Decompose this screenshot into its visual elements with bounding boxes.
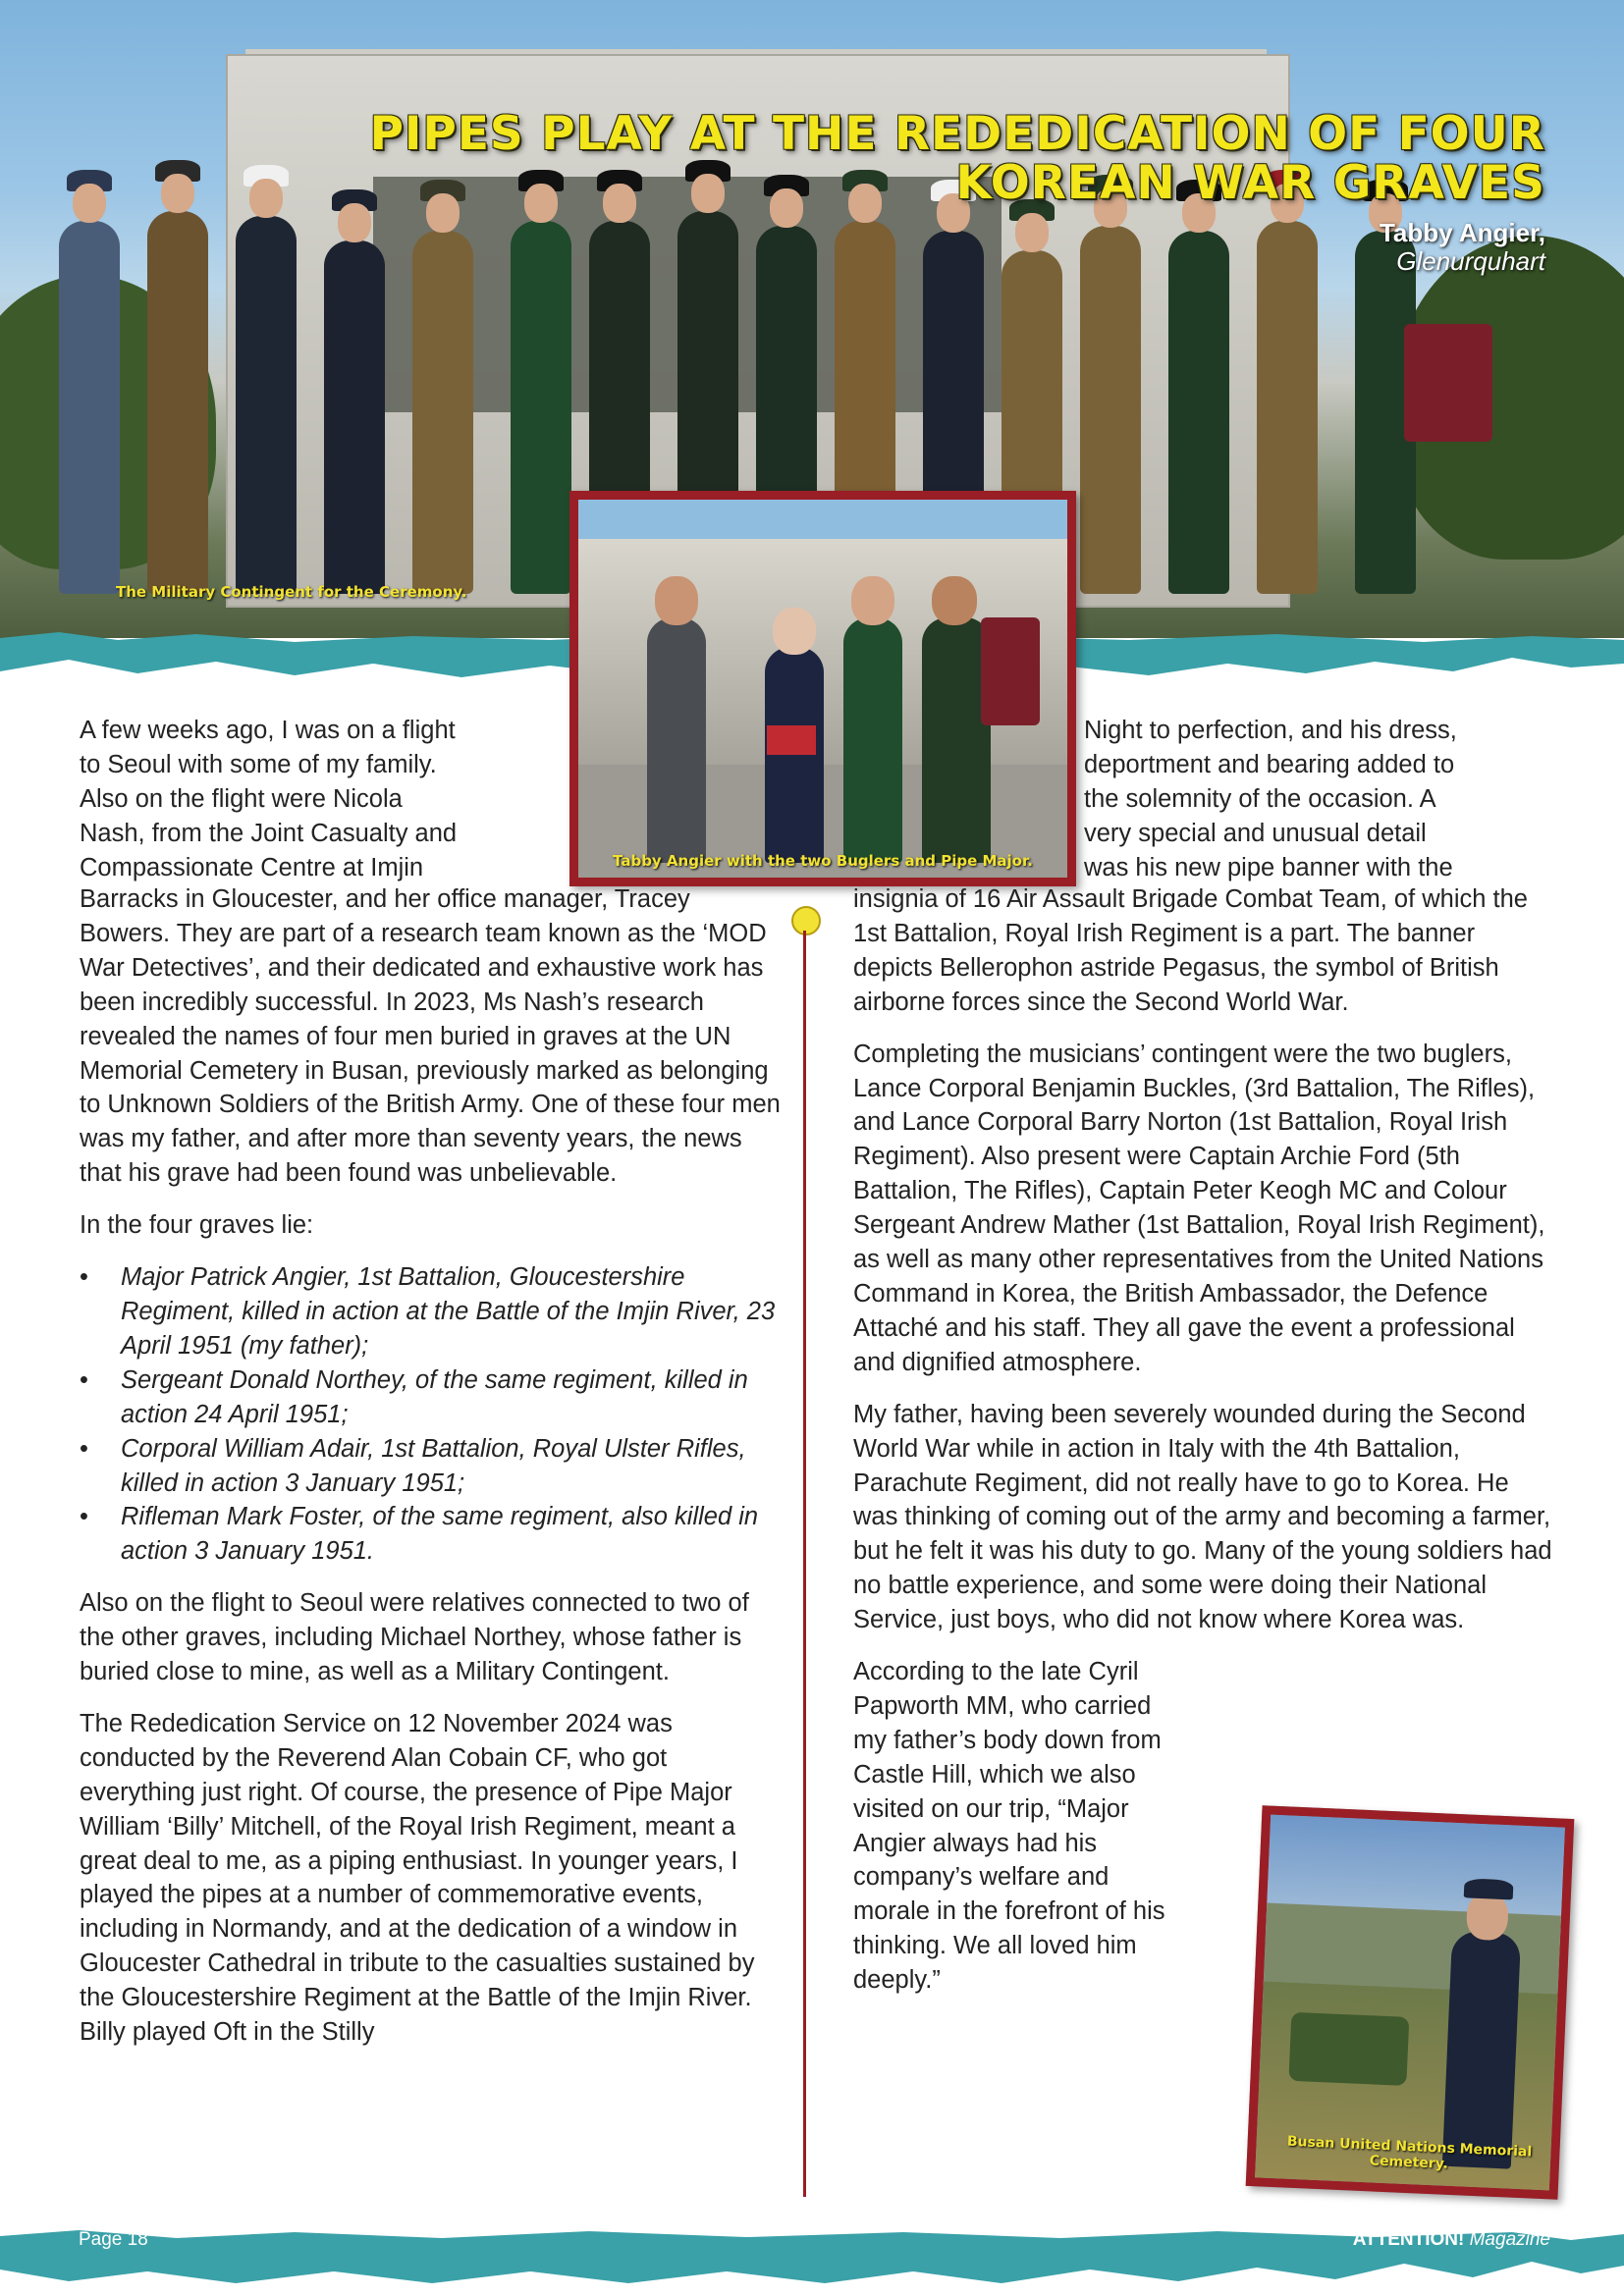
list-item: • Rifleman Mark Foster, of the same regiment, also killed in action 3 January 1951. [80,1500,786,1569]
inset-bottom-caption: Busan United Nations Memorial Cemetery. [1286,2133,1533,2172]
left-intro-line: Also on the flight were Nicola [80,784,403,813]
magazine-name [1353,2229,1550,2251]
article-title: PIPES PLAY AT THE REDEDICATION OF FOUR KOREAN WAR GRAVES [369,107,1545,210]
left-paragraph-1: Barracks in Gloucester, and her office manager, Tracey Bowers. They are part of a research team known as the ‘MOD War Detectives’, and their dedicated and exhaustive work has been incredibly successful. In 2023, Ms Nash’s research revealed the names of four men buried in graves at the UN Memorial Cemetery in Busan, previously marked as belonging to Unknown Soldiers of the British Army. One of these four men was my father, and after more than seventy years, the news that his grave had been found was unbelievable. [80,885,781,1188]
right-intro-line: the solemnity of the occasion. A [1084,784,1436,813]
right-intro-line: Night to perfection, and his dress, [1084,717,1457,744]
divider-pin [791,906,821,935]
list-item: • Sergeant Donald Northey, of the same regiment, killed in action 24 April 1951; [80,1363,786,1432]
left-intro-line: A few weeks ago, I was on a flight [80,717,456,744]
list-item: • Major Patrick Angier, 1st Battalion, Gloucestershire Regiment, killed in action at the Battle of the Imjin River, 23 April 1951 (my father); [80,1260,786,1363]
right-paragraph-1: insignia of 16 Air Assault Brigade Combat Team, of which the 1st Battalion, Royal Irish Regiment is a part. The banner depicts Bellerophon astride Pegasus, the symbol of British airborne forces since the Second World War. [853,885,1528,1016]
author-name: Tabby Angier, [1379,218,1545,247]
left-intro-line: Compassionate Centre at Imjin [80,853,424,881]
right-intro-line: was his new pipe banner with the [1084,853,1453,881]
list-item: • Corporal William Adair, 1st Battalion, Royal Ulster Rifles, killed in action 3 January 1951; [80,1432,786,1501]
right-paragraph-3: My father, having been severely wounded during the Second World War while in action in Italy with the 4th Battalion, Parachute Regiment, did not really have to go to Korea. He was thinking of coming out of the army and becoming a farmer, but he felt it was his duty to go. Many of the young soldiers had no battle experience, and some were doing their National Service, just boys, who did not know where Korea was. [853,1400,1552,1634]
left-intro-line: to Seoul with some of my family. [80,750,437,778]
right-column-intro [1084,714,1555,885]
magazine-name-bold: ATTENTION! [1352,2229,1465,2250]
graves-list [80,1260,786,1569]
left-paragraph-3: Also on the flight to Seoul were relatives connected to two of the other graves, including Michael Northey, whose father is buried close to mine, as well as a Military Contingent. [80,1589,749,1686]
left-paragraph-4: The Rededication Service on 12 November 2024 was conducted by the Reverend Alan Cobain CF, who got everything just right. Of course, the presence of Pipe Major William ‘Billy’ Mitchell, of the Royal Irish Regiment, meant a great deal to me, as a piping enthusiast. In younger years, I played the pipes at a number of commemorative events, including in Normandy, and at the dedication of a window in Gloucester Cathedral in tribute to the casualties sustained by the Gloucestershire Regiment at the Battle of the Imjin River. Billy played Oft in the Stilly [80,1709,755,2047]
inset-photo-buglers-pipe-major [569,491,1076,886]
author-place: Glenurquhart [1396,246,1545,276]
column-divider [803,931,806,2197]
inset-top-caption: Tabby Angier with the two Buglers and Pipe Major. [613,852,1033,870]
magazine-name-italic: Magazine [1469,2229,1550,2250]
byline [982,219,1545,276]
page-number: Page 18 [79,2229,148,2250]
hero-photo-caption: The Military Contingent for the Ceremony. [116,583,467,601]
right-intro-line: very special and unusual detail [1084,819,1427,847]
left-column-intro [80,714,541,885]
right-paragraph-2: Completing the musicians’ contingent were the two buglers, Lance Corporal Benjamin Buckles, (3rd Battalion, The Rifles), and Lance Corporal Barry Norton (1st Battalion, Royal Irish Regiment). Also present were Captain Archie Ford (5th Battalion, The Rifles), Captain Peter Keogh MC and Colour Sergeant Andrew Mather (1st Battalion, Royal Irish Regiment), as well as many other representatives from the United Nations Command in Korea, the British Ambassador, the Defence Attaché and his staff. They all gave the event a professional and dignified atmosphere. [853,1040,1545,1376]
left-paragraph-2: In the four graves lie: [80,1211,314,1240]
right-intro-line: deportment and bearing added to [1084,750,1455,778]
inset-photo-busan-cemetery [1246,1805,1575,2200]
left-intro-line: Nash, from the Joint Casualty and [80,819,458,847]
right-paragraph-4: According to the late Cyril Papworth MM, who carried my father’s body down from Castle Hill, which we also visited on our trip, “Major Angier always had his company’s welfare and morale in the forefront of his thinking. We all loved him deeply.” [853,1658,1165,1995]
left-column-body [80,882,786,2067]
